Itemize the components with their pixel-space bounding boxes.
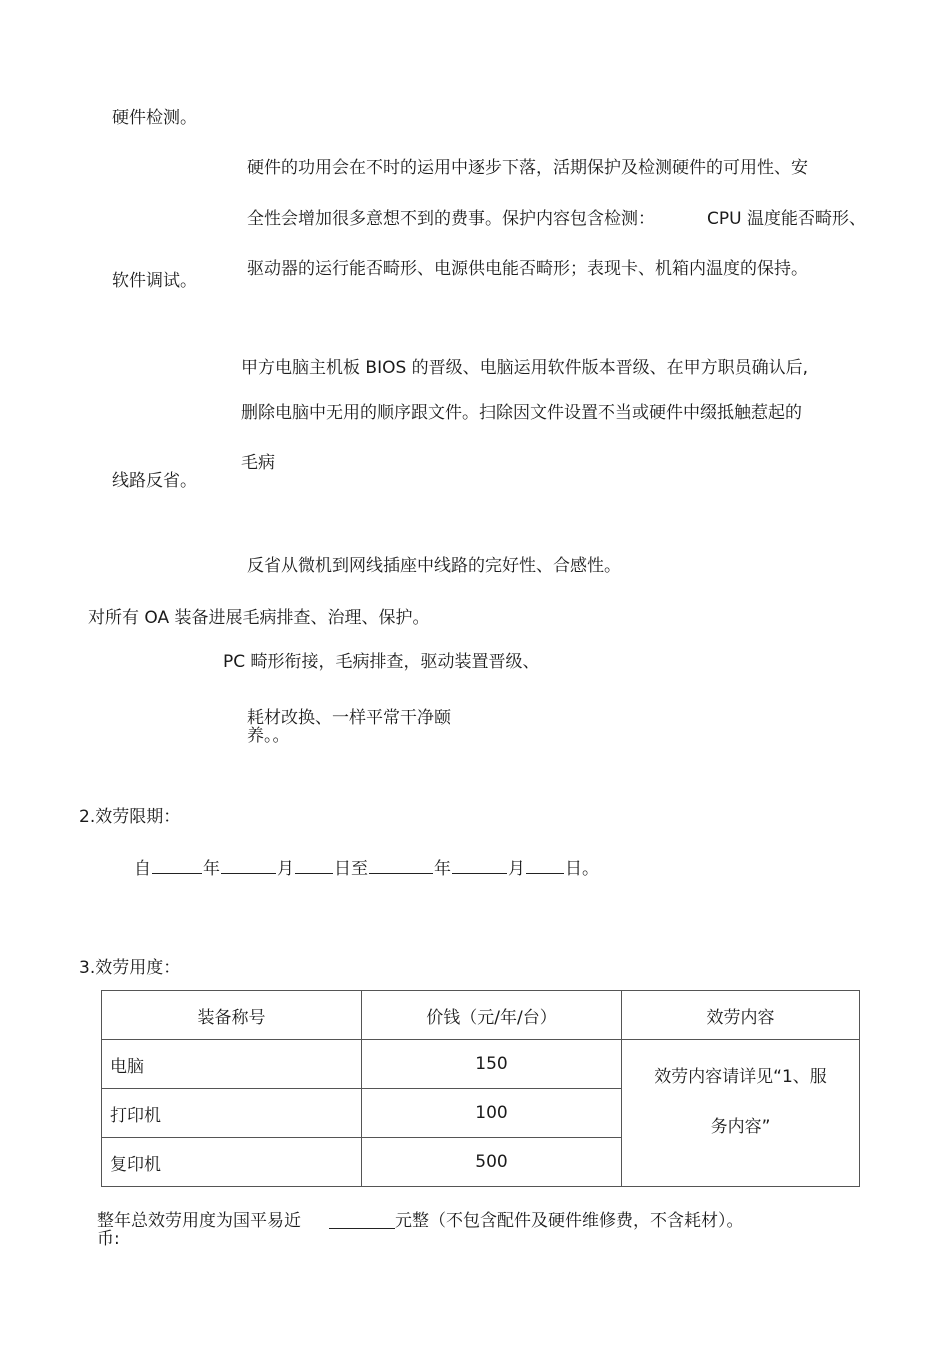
total-fee-prefix: 整年总效劳用度为国平易近 [97,1211,301,1231]
device-price: 100 [362,1089,622,1138]
blank-year-end[interactable] [369,857,433,874]
period-month: 月 [277,859,294,879]
column-header-device: 装备称号 [102,991,362,1040]
total-fee-suffix: 元整（不包含配件及硬件维修费，不含耗材）。 [395,1211,744,1231]
period-year-2: 年 [434,859,451,879]
oa-intro: 对所有 OA 装备进展毛病排查、治理、保护。 [88,608,430,628]
software-debug-heading: 软件调试。 [112,271,197,291]
hardware-check-line-1: 硬件的功用会在不时的运用中逐步下落，活期保护及检测硬件的可用性、安 [247,158,808,178]
oa-line-3: 养。。 [247,726,290,746]
blank-month-end[interactable] [452,857,507,874]
device-name: 打印机 [102,1089,362,1138]
service-content-line-2: 务内容” [710,1117,771,1137]
oa-line-2: 耗材改换、一样平常干净颐 [247,708,451,728]
period-line [134,857,599,880]
column-header-price: 价钱（元/年/台） [362,991,622,1040]
blank-total-amount[interactable] [329,1212,395,1229]
table-row [102,1040,860,1089]
device-name: 电脑 [102,1040,362,1089]
period-day-end: 日。 [565,859,599,879]
software-debug-line-2: 删除电脑中无用的顺序跟文件。扫除因文件设置不当或硬件中缀抵触惹起的 [241,403,802,423]
fee-table [101,990,860,1187]
period-month-2: 月 [508,859,525,879]
service-content-line-1: 效劳内容请详见“1、服 [654,1067,827,1087]
period-heading: 2.效劳限期： [79,807,181,827]
service-content-cell [622,1040,860,1187]
device-price: 150 [362,1040,622,1089]
period-from: 自 [134,859,151,879]
blank-month-start[interactable] [221,857,276,874]
line-check-text: 反省从微机到网线插座中线路的完好性、合感性。 [247,556,621,576]
hardware-check-line-2: 全性会增加很多意想不到的费事。保护内容包含检测： [247,209,655,229]
fee-table-header [102,991,860,1040]
device-price: 500 [362,1138,622,1187]
device-name: 复印机 [102,1138,362,1187]
blank-year-start[interactable] [152,857,202,874]
line-check-heading: 线路反省。 [112,471,197,491]
total-fee-prefix-2: 币: [97,1229,120,1249]
blank-day-start[interactable] [295,857,333,874]
hardware-check-line-3: 驱动器的运行能否畸形、电源供电能否畸形；表现卡、机箱内温度的保持。 [247,259,808,279]
oa-line-1: PC 畸形衔接，毛病排查，驱动装置晋级、 [223,652,540,672]
software-debug-line-1: 甲方电脑主机板 BIOS 的晋级、电脑运用软件版本晋级、在甲方职员确认后, [241,358,809,378]
fees-heading: 3.效劳用度： [79,958,181,978]
period-year: 年 [203,859,220,879]
hardware-check-cpu: CPU 温度能否畸形、 [707,209,866,229]
hardware-check-heading: 硬件检测。 [112,108,197,128]
software-debug-line-3: 毛病 [241,453,275,473]
blank-day-end[interactable] [526,857,564,874]
column-header-content: 效劳内容 [622,991,860,1040]
period-day-to: 日至 [334,859,368,879]
